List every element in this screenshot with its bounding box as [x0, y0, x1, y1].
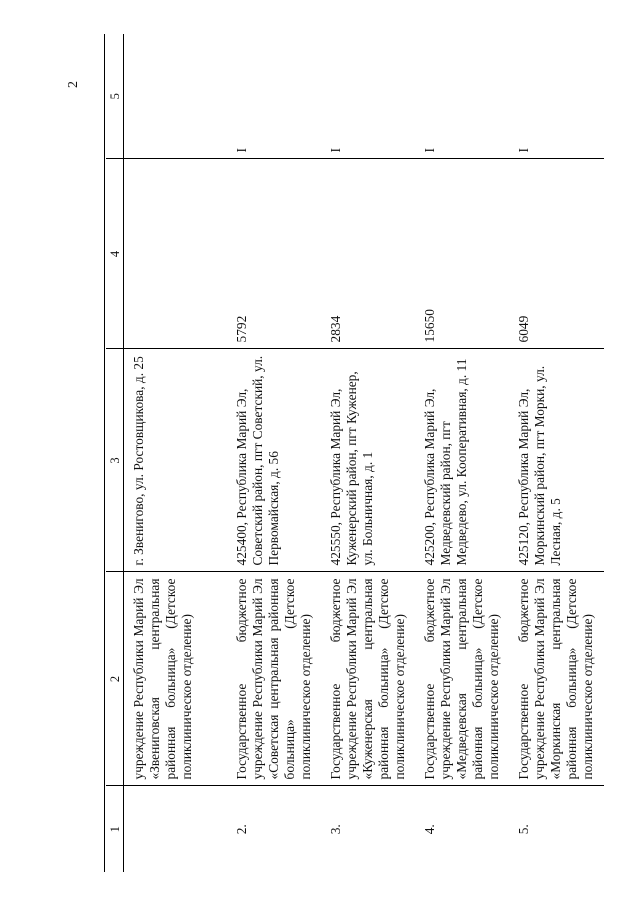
- population-value: 15650: [416, 159, 510, 349]
- column-header: 3: [106, 349, 124, 572]
- table-body: [124, 34, 605, 872]
- category-value: I: [322, 34, 416, 159]
- table-row: [228, 34, 322, 872]
- institution-name: Государственное бюджетное учреждение Республики Марий Эл «Моркинская центральная районная больница» (Детское поликлиническое отделение): [510, 572, 604, 786]
- population-value: 2834: [322, 159, 416, 349]
- column-header: 1: [106, 786, 124, 872]
- institution-address: г. Звенигово, ул. Ростовщикова, д. 25: [124, 349, 229, 572]
- column-number-row: [106, 34, 124, 872]
- row-number: [124, 786, 229, 872]
- institution-address: 425200, Республика Марий Эл, Медведевский район, пгт Медведево, ул. Кооперативная, д. 11: [416, 349, 510, 572]
- column-header: 5: [106, 34, 124, 159]
- population-value: 5792: [228, 159, 322, 349]
- category-value: I: [228, 34, 322, 159]
- category-value: I: [510, 34, 604, 159]
- table-row: [322, 34, 416, 872]
- institution-name: Государственное бюджетное учреждение Республики Марий Эл «Советская центральная районная больница» (Детское поликлиническое отделение): [228, 572, 322, 786]
- row-number: 2.: [234, 824, 249, 835]
- institution-address: 425120, Республика Марий Эл, Моркинский район, пгт Морки, ул. Лесная, д. 5: [510, 349, 604, 572]
- population-value: [124, 159, 229, 349]
- table-row: [124, 34, 229, 872]
- institution-name: учреждение Республики Марий Эл «Звениговская центральная районная больница» (Детское поликлиническое отделение): [124, 572, 229, 786]
- column-header: 2: [106, 572, 124, 786]
- column-header: 4: [106, 159, 124, 349]
- institutions-table: [106, 34, 604, 872]
- institution-name: Государственное бюджетное учреждение Республики Марий Эл «Куженерская центральная районная больница» (Детское поликлиническое отделение): [322, 572, 416, 786]
- table-row: [416, 34, 510, 872]
- table-top-border: [104, 34, 105, 872]
- population-value: 6049: [510, 159, 604, 349]
- table-row: [510, 34, 604, 872]
- row-number: 5.: [516, 824, 531, 835]
- row-number: 4.: [422, 824, 437, 835]
- institution-address: 425400, Республика Марий Эл, Советский район, пгт Советский, ул. Первомайская, д. 56: [228, 349, 322, 572]
- page-number: 2: [66, 81, 81, 88]
- category-value: [124, 34, 229, 159]
- category-value: I: [416, 34, 510, 159]
- institution-name: Государственное бюджетное учреждение Республики Марий Эл «Медведевская центральная районная больница» (Детское поликлиническое отделение): [416, 572, 510, 786]
- row-number: 3.: [328, 824, 343, 835]
- institution-address: 425550, Республика Марий Эл, Куженерский район, пгт Куженер, ул. Больничная, д. 1: [322, 349, 416, 572]
